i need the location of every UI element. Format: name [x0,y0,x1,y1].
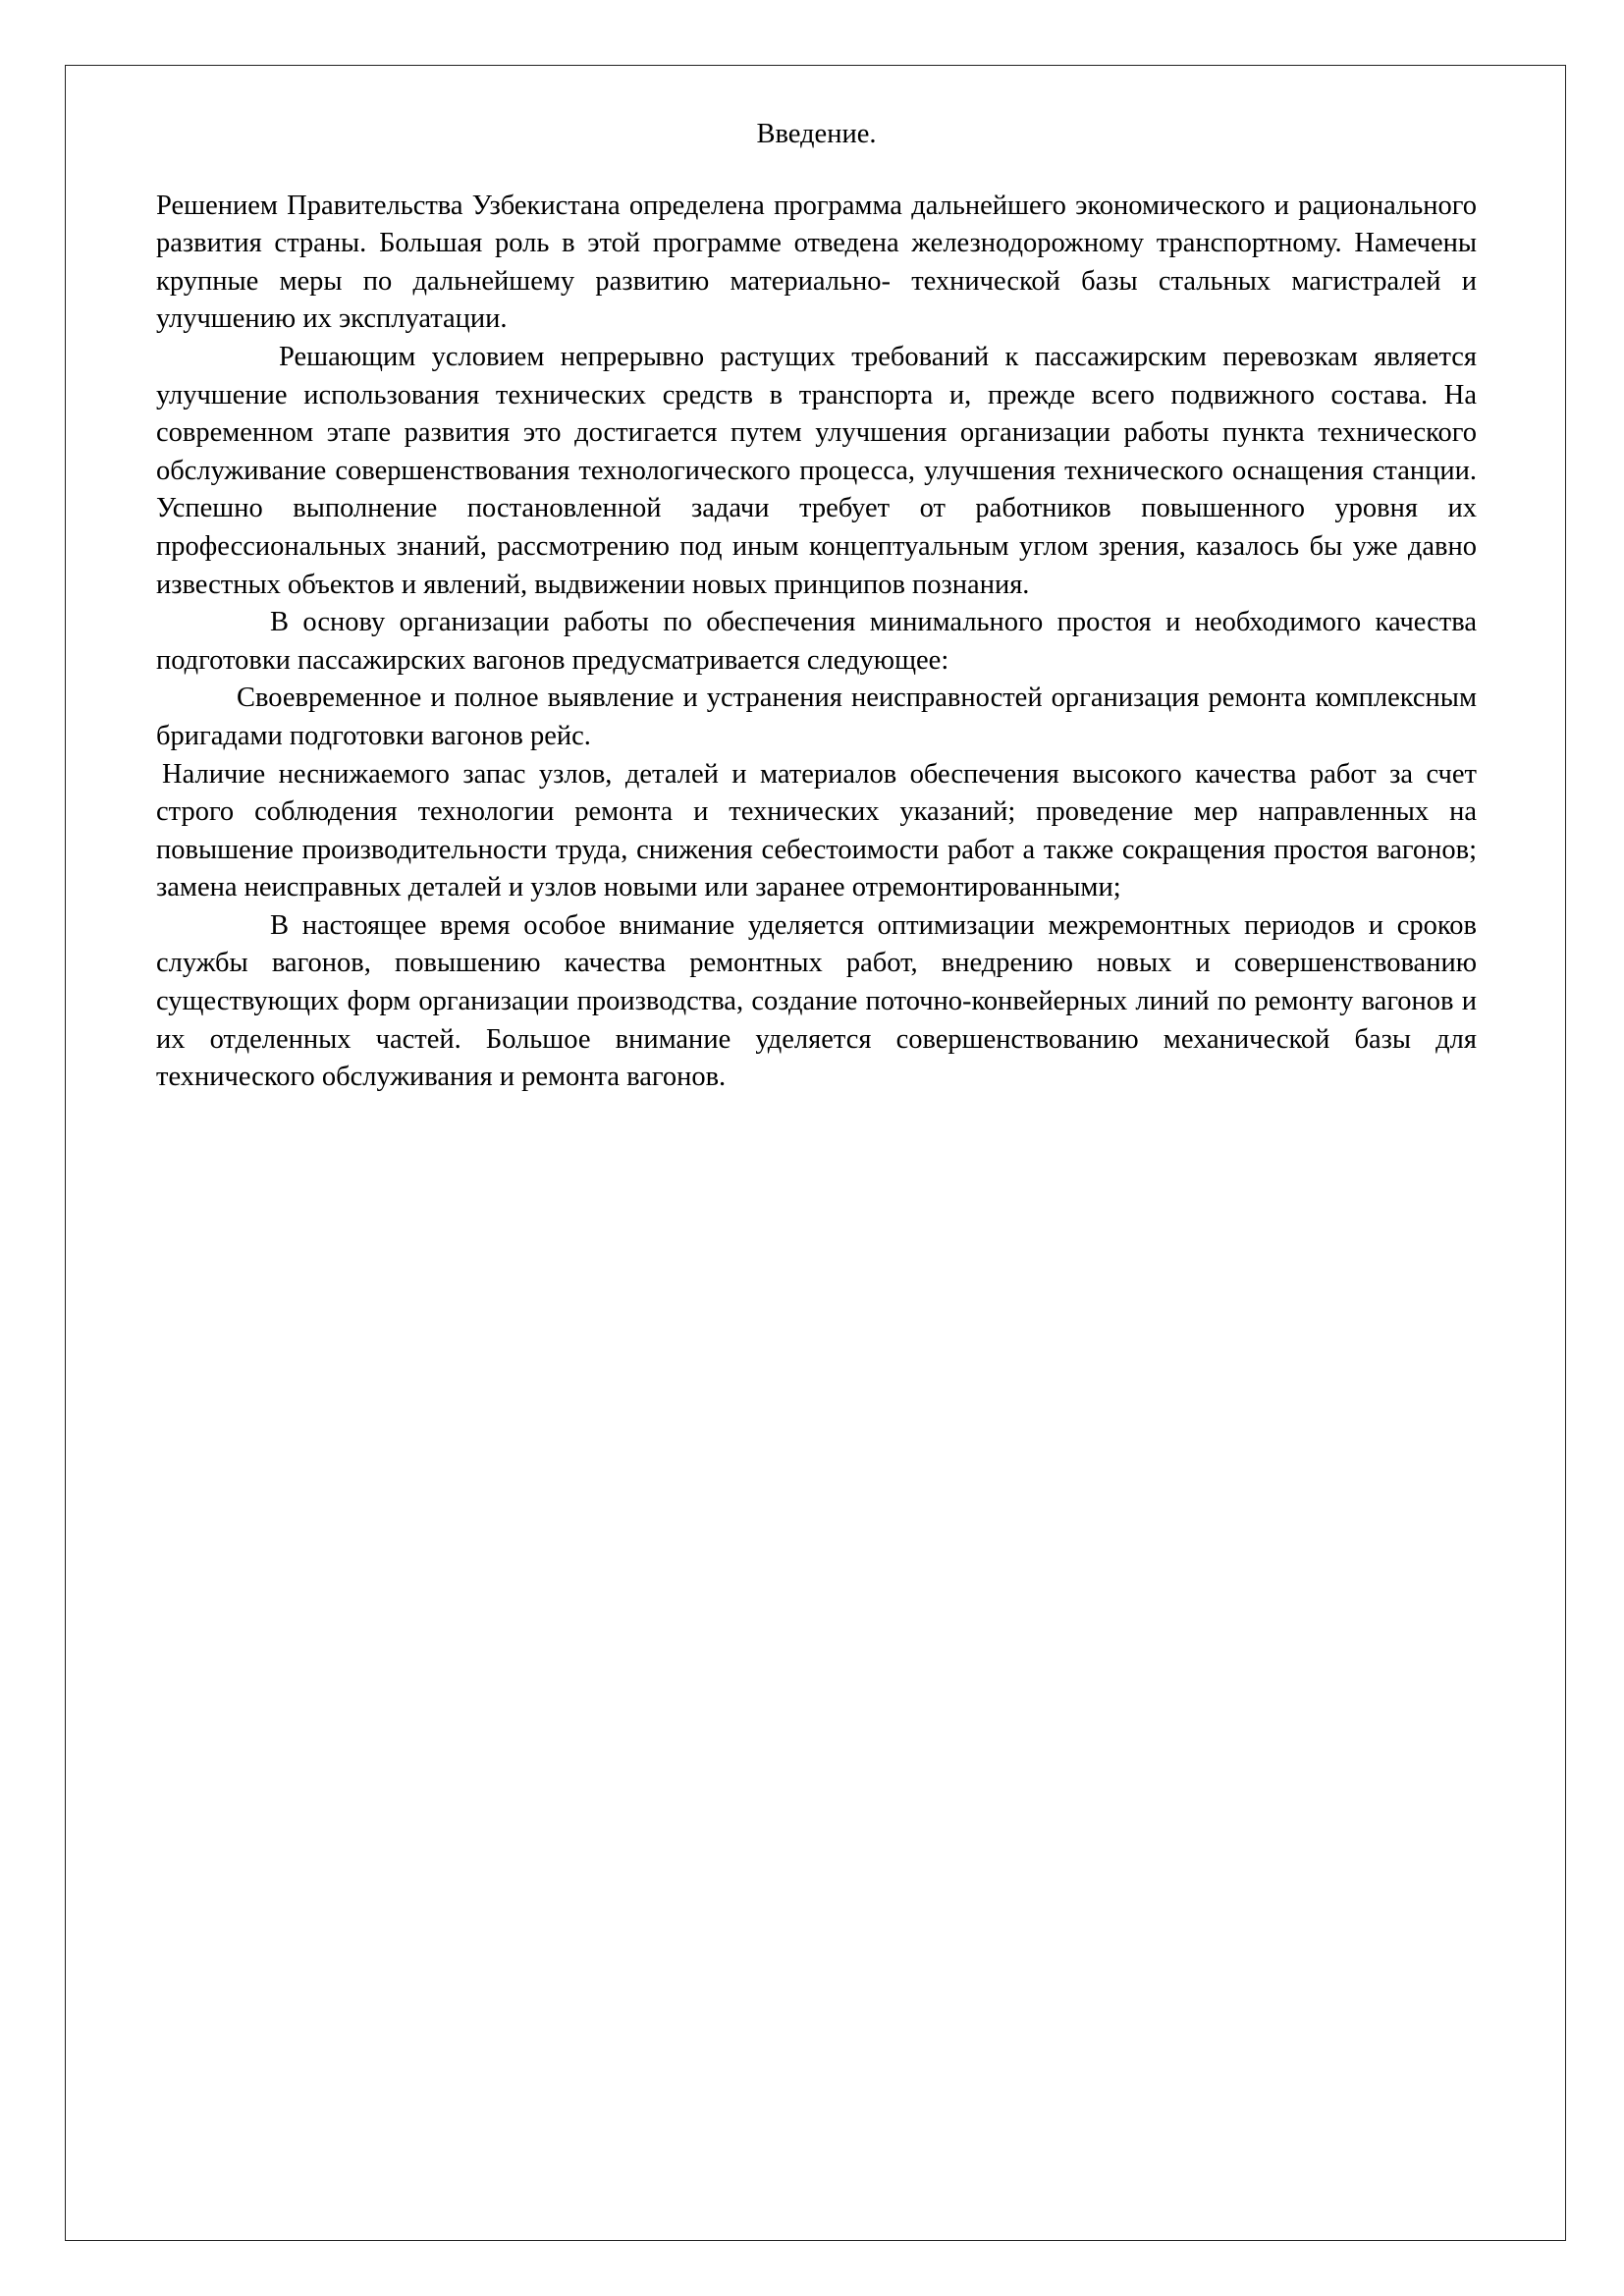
paragraph-6: В настоящее время особое внимание уделяется оптимизации межремонтных периодов и сроков службы вагонов, повышению качества ремонтных работ, внедрению новых и совершенствованию существующих форм организации производства, создание поточно-конвейерных линий по ремонту вагонов и их отделенных частей. Большое внимание уделяется совершенствованию механической базы для технического обслуживания и ремонта вагонов. [156,909,1477,1093]
paragraph-1: Решением Правительства Узбекистана определена программа дальнейшего экономического и рационального развития страны. Большая роль в этой программе отведена железнодорожному транспортному. Намечены крупные меры по дальнейшему развитию материально- технической базы стальных магистралей и улучшению их эксплуатации. [156,190,1477,335]
document-title: Введение. [756,119,877,149]
paragraph-4: Своевременное и полное выявление и устранения неисправностей организация ремонта комплексным бригадами подготовки вагонов рейс. [156,683,1477,751]
paragraph-2: Решающим условием непрерывно растущих требований к пассажирским перевозкам является улучшение использования технических средств в транспорта и, прежде всего подвижного состава. На современном этапе развития это достигается путем улучшения организации работы пункта технического обслуживание совершенствования технологического процесса, улучшения технического оснащения станции. Успешно выполнение постановленной задачи требует от работников повышенного уровня их профессиональных знаний, рассмотрению под иным концептуальным углом зрения, казалось бы уже давно известных объектов и явлений, выдвижении новых принципов познания. [156,341,1477,600]
paragraph-3: В основу организации работы по обеспечения минимального простоя и необходимого качества подготовки пассажирских вагонов предусматривается следующее: [156,607,1477,676]
document-body [156,116,1477,1097]
paragraph-5: Наличие неснижаемого запас узлов, деталей и материалов обеспечения высокого качества работ за счет строго соблюдения технологии ремонта и технических указаний; проведение мер направленных на повышение производительности труда, снижения себестоимости работ а также сокращения простоя вагонов; замена неисправных деталей и узлов новыми или заранее отремонтированными; [156,758,1477,903]
